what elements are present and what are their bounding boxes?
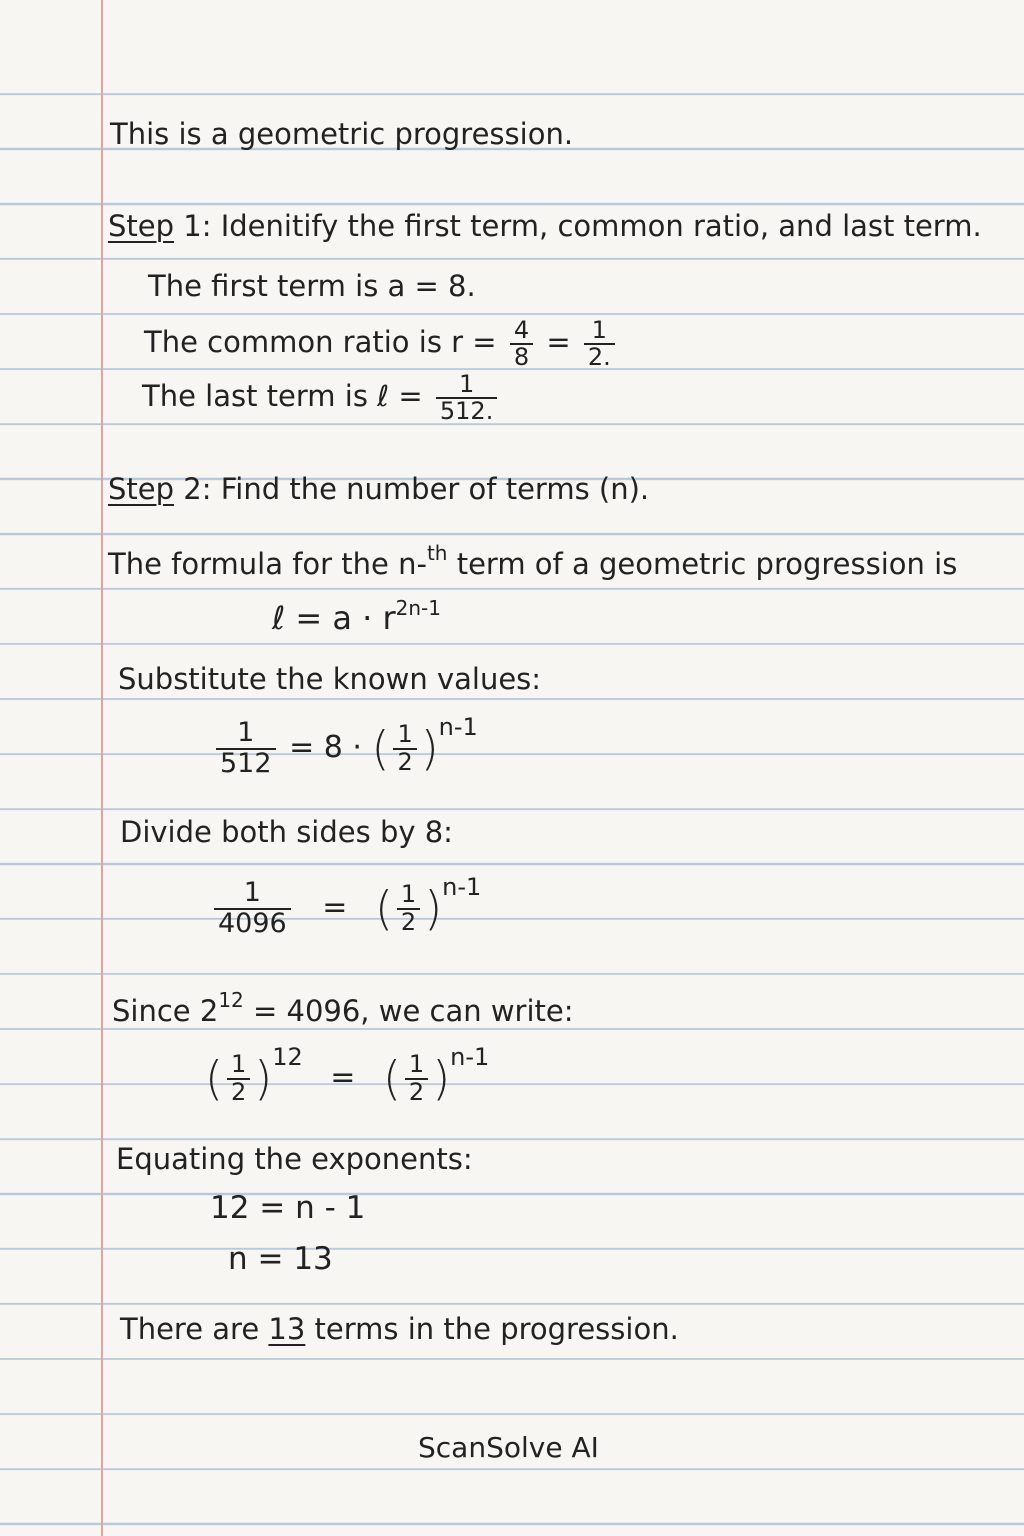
- first-term-line: [148, 269, 476, 303]
- footer-text: ScanSolve AI: [418, 1431, 599, 1464]
- equating-text: Equating the exponents:: [116, 1142, 473, 1176]
- sub-den: 512: [216, 748, 276, 778]
- conclusion-line: [120, 1312, 679, 1346]
- ratio-frac2-num: 1: [591, 316, 607, 344]
- formula-intro: [108, 543, 957, 579]
- pow-eq: =: [330, 1060, 356, 1095]
- pow-right-num: 1: [408, 1050, 425, 1079]
- formula-text2: term of a geometric progression is: [447, 547, 958, 581]
- step2-heading: [108, 472, 650, 506]
- div-den: 4096: [214, 908, 291, 938]
- ratio-var: r =: [451, 325, 497, 360]
- since-exp: 12: [218, 988, 244, 1012]
- sub-fraction: [216, 719, 276, 778]
- last-term-line: [142, 372, 501, 424]
- step1-num: 1:: [174, 209, 212, 243]
- formula-exp: 2n-1: [395, 596, 441, 620]
- div-num: 1: [243, 877, 261, 909]
- step2-text: Find the number of terms (n).: [211, 472, 650, 506]
- pow-left-den: 2: [227, 1078, 250, 1105]
- substitution-equation: $\frac{1}{512}$ = 8 · ( $\frac{1}{2}$ )$^{n-1}$: [212, 715, 478, 778]
- conclusion-pre: There are: [120, 1312, 269, 1346]
- last-term-den: 512.: [436, 397, 497, 424]
- sub-num: 1: [237, 717, 255, 749]
- intro-line: [110, 117, 574, 151]
- sub-exp: n-1: [438, 713, 478, 741]
- step1-heading: [108, 209, 982, 243]
- last-term-var: ℓ =: [377, 379, 423, 414]
- step1-label: Step: [108, 209, 175, 243]
- eq2-text: n = 13: [228, 1241, 333, 1277]
- since-line: [112, 990, 574, 1026]
- div-half-den: 2: [397, 908, 420, 935]
- ratio-frac2-den: 2.: [584, 343, 615, 370]
- first-term-expr: a = 8.: [387, 269, 476, 303]
- pow-left-num: 1: [230, 1050, 247, 1079]
- ratio-eq: =: [546, 325, 571, 360]
- intro-text: This is a geometric progression.: [110, 117, 574, 151]
- first-term-text: The first term is: [148, 269, 388, 303]
- formula-sup: th: [426, 541, 448, 565]
- power-equation: ( $\frac{1}{2}$ )$^{12}$ = ( $\frac{1}{2}$ )$^{n-1}$: [205, 1043, 490, 1106]
- sub-half-num: 1: [397, 720, 413, 749]
- ratio-frac1-den: 8: [510, 343, 533, 370]
- since-text: Since 2: [112, 994, 219, 1028]
- conclusion-post: terms in the progression.: [305, 1312, 679, 1346]
- since-text2: = 4096, we can write:: [243, 994, 574, 1028]
- divide-text: Divide both sides by 8:: [120, 815, 453, 849]
- step1-text: Idenitify the first term, common ratio, and last term.: [211, 209, 982, 243]
- ratio-frac1-num: 4: [513, 316, 530, 344]
- div-exp: n-1: [442, 873, 482, 901]
- divide-line: [120, 815, 453, 849]
- footer-brand: [418, 1431, 599, 1464]
- last-term-fraction: [436, 372, 497, 424]
- ratio-line: [144, 318, 619, 370]
- div-fraction: [214, 879, 291, 938]
- eq1-text: 12 = n - 1: [210, 1190, 366, 1226]
- formula-main-expr: ℓ = a · r: [272, 599, 396, 637]
- pow-half-right: [405, 1052, 428, 1104]
- formula-text: The formula for the n-: [108, 547, 427, 581]
- substitute-line: [118, 662, 542, 696]
- conclusion-num: 13: [268, 1312, 306, 1346]
- pow-right-den: 2: [405, 1078, 428, 1105]
- formula-main: [272, 596, 441, 637]
- step2-num: 2:: [174, 472, 212, 506]
- div-half-num: 1: [400, 880, 417, 909]
- substitute-text: Substitute the known values:: [118, 662, 542, 696]
- sub-half: [393, 722, 416, 774]
- equating-line: [116, 1142, 473, 1176]
- last-term-num: 1: [458, 370, 475, 398]
- sub-rhs: = 8 ·: [289, 730, 362, 765]
- div-eq: =: [322, 890, 348, 925]
- margin-line: [101, 0, 103, 1536]
- step2-label: Step: [108, 472, 175, 506]
- last-term-text: The last term is: [142, 379, 378, 414]
- divide-equation: $\frac{1}{4096}$ = ( $\frac{1}{2}$ )$^{n-1}$: [210, 875, 481, 938]
- pow-half-left: [227, 1052, 250, 1104]
- sub-half-den: 2: [393, 748, 416, 775]
- ratio-fraction-2: [584, 318, 615, 370]
- exponent-equation-1: [210, 1190, 366, 1226]
- pow-left-exp: 12: [272, 1043, 303, 1071]
- div-half: [397, 882, 420, 934]
- ratio-text: The common ratio is: [144, 325, 452, 360]
- pow-right-exp: n-1: [450, 1043, 490, 1071]
- ratio-fraction-1: [510, 318, 533, 370]
- exponent-equation-2: [228, 1241, 333, 1277]
